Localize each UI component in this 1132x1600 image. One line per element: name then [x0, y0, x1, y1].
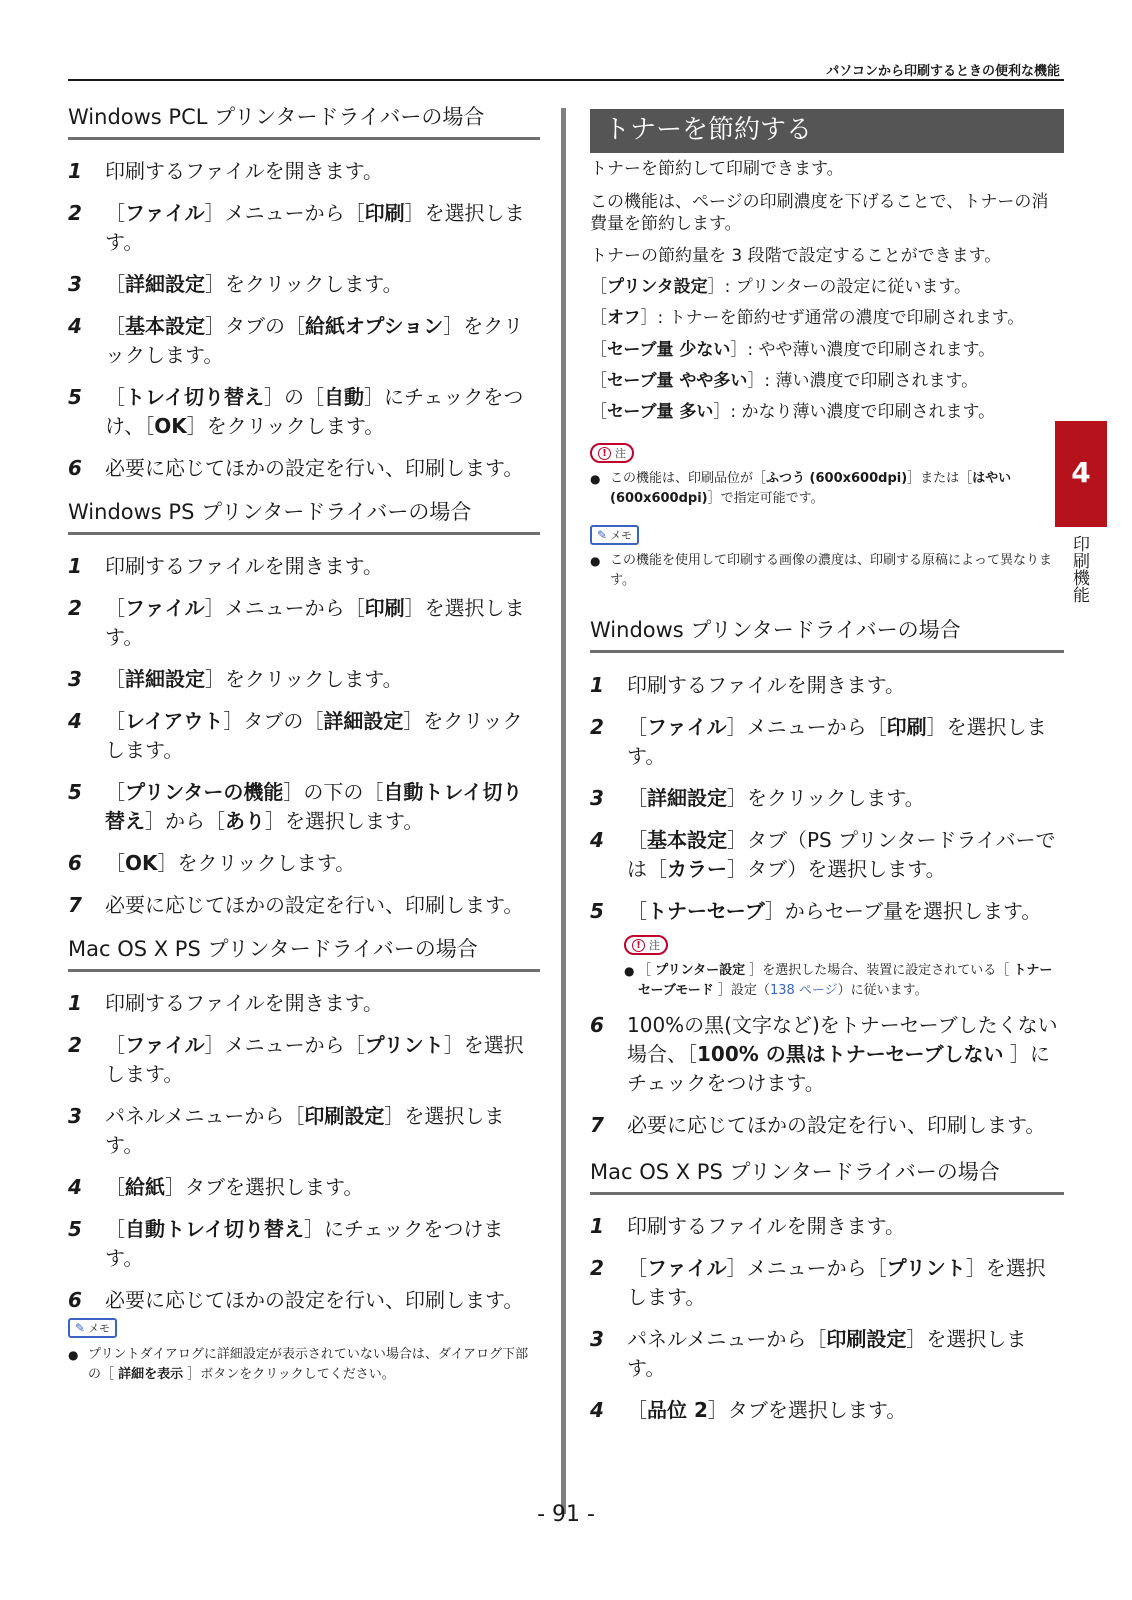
note-text	[610, 469, 1064, 509]
note-bullet	[624, 961, 1064, 1001]
step-number: 4	[68, 709, 82, 733]
step-text	[105, 552, 540, 581]
text-run: ］をクリックします。	[727, 786, 925, 810]
text-run: ］をクリックします。	[186, 414, 385, 438]
option-item	[590, 370, 1064, 392]
step-text	[627, 897, 1064, 926]
text-run: トナーセーブ	[647, 899, 765, 923]
text-run: セーブ量 多い	[607, 402, 714, 422]
text-run: ］を選択します。	[627, 715, 1047, 768]
section-title-windows: Windows プリンタードライバーの場合	[590, 614, 1064, 653]
text-run: ］を選択した場合、装置に設定されている［	[745, 963, 1014, 978]
step-text	[105, 665, 540, 694]
step-text	[105, 891, 540, 920]
text-run: 自動	[324, 385, 364, 409]
text-run: ［	[627, 1398, 647, 1422]
step-item	[590, 1325, 1064, 1383]
text-run: ］: やや薄い濃度で印刷されます。	[730, 340, 996, 360]
text-run: ［	[590, 308, 607, 328]
page-number: - 91 -	[537, 1502, 595, 1527]
step-item	[68, 989, 540, 1018]
text-run: セーブ量 やや多い	[607, 371, 748, 391]
text-run: ［	[627, 828, 647, 852]
step-text	[627, 1111, 1064, 1140]
text-run: トナーセーブモード	[638, 963, 1053, 998]
text-run: ］をクリックします。	[205, 272, 403, 296]
steps-mac-ps	[590, 1212, 1064, 1438]
step-text	[105, 1286, 540, 1315]
text-run: プリンター設定	[655, 963, 746, 978]
text-run: ］を選択します。	[265, 809, 424, 833]
exclamation-icon: !	[598, 447, 611, 460]
text-run: ファイル	[125, 201, 205, 225]
step-number: 3	[590, 1327, 604, 1351]
note-label: 注	[649, 939, 660, 952]
text-run: ファイル	[125, 1033, 205, 1057]
text-run: ［	[105, 709, 125, 733]
text-run: 印刷するファイルを開きます。	[105, 554, 383, 578]
steps-windows-pcl	[68, 157, 540, 496]
section-title-windows-pcl: Windows PCL プリンタードライバーの場合	[68, 101, 540, 140]
step-item	[68, 707, 540, 765]
step-number: 2	[590, 1256, 604, 1280]
intro-text-2: この機能は、ページの印刷濃度を下げることで、トナーの消費量を節約します。	[590, 192, 1049, 234]
text-run: パネルメニューから［	[105, 1104, 305, 1128]
pencil-icon: ✎	[597, 528, 608, 542]
step-item	[590, 671, 1064, 700]
step-text	[105, 989, 540, 1018]
step-item	[68, 594, 540, 652]
text-run: ［	[105, 596, 125, 620]
step-number: 4	[68, 1175, 82, 1199]
step-number: 6	[68, 851, 82, 875]
step-item	[68, 199, 540, 257]
step-number: 5	[590, 899, 604, 923]
text-run: 印刷	[364, 596, 405, 620]
text-run: プリント	[364, 1033, 444, 1057]
text-run: ］タブの［	[223, 709, 324, 733]
option-item	[590, 401, 1064, 423]
step-number: 5	[68, 385, 82, 409]
step-text	[105, 849, 540, 878]
text-run: ］をクリックします。	[205, 667, 403, 691]
text-run: 詳細設定	[647, 786, 727, 810]
step-number: 3	[68, 667, 82, 691]
text-run: 必要に応じてほかの設定を行い、印刷します。	[105, 1288, 524, 1312]
main-title: トナーを節約する	[590, 109, 1064, 153]
text-run: ］タブ）を選択します。	[727, 857, 946, 881]
step-text	[105, 1102, 540, 1160]
step-number: 2	[68, 1033, 82, 1057]
step-text	[627, 713, 1064, 771]
text-run: ］または［	[907, 471, 973, 486]
text-run: ［	[627, 899, 647, 923]
text-run: ［	[105, 1175, 125, 1199]
text-run: ］: トナーを節約せず通常の濃度で印刷されます。	[640, 308, 1025, 328]
step-item	[68, 1102, 540, 1160]
text-run: ］メニューから［	[726, 715, 887, 739]
memo-label: メモ	[610, 529, 633, 542]
text-run: ］からセーブ量を選択します。	[764, 899, 1042, 923]
text-run: ］タブの［	[205, 314, 305, 338]
step-text	[105, 383, 540, 441]
text-run: ［	[105, 1033, 125, 1057]
bullet-icon: ●	[590, 554, 601, 568]
step-number: 6	[68, 1288, 82, 1312]
text-run: あり	[225, 809, 265, 833]
text-run: プリンターの機能	[125, 780, 284, 804]
text-run: 必要に応じてほかの設定を行い、印刷します。	[627, 1113, 1046, 1137]
step-number: 1	[68, 159, 82, 183]
text-run: ［	[590, 340, 607, 360]
text-run: ［	[105, 314, 125, 338]
text-run: ］メニューから［	[204, 596, 365, 620]
page-link[interactable]: 138 ページ	[769, 983, 838, 998]
text-run: パネルメニューから［	[627, 1327, 827, 1351]
step-item	[590, 826, 1064, 884]
step-number: 4	[590, 1398, 604, 1422]
text-run: 印刷するファイルを開きます。	[105, 159, 383, 183]
text-run: ］にチェックをつけます。	[105, 1217, 504, 1270]
step-number: 1	[590, 1214, 604, 1238]
text-run: ［	[627, 786, 647, 810]
steps-windows	[590, 671, 1064, 939]
step-text	[105, 1031, 540, 1089]
memo-badge	[68, 1318, 117, 1338]
text-run: 自動トレイ切り替え	[125, 1217, 304, 1241]
chapter-tab-label: 印刷機能	[1069, 535, 1089, 603]
text-run: ］にチェックをつけ、［	[105, 385, 524, 438]
step-number: 1	[68, 554, 82, 578]
memo-label: メモ	[88, 1322, 111, 1335]
step-item	[590, 897, 1064, 926]
text-run: 給紙オプション	[305, 314, 444, 338]
text-run: 詳細設定	[323, 709, 404, 733]
step-number: 1	[590, 673, 604, 697]
step-number: 4	[68, 314, 82, 338]
text-run: ］タブを選択します。	[165, 1175, 364, 1199]
text-run: トレイ切り替え	[125, 385, 264, 409]
text-run: オフ	[607, 308, 641, 328]
step-item	[590, 784, 1064, 813]
text-run: はやい (600x600dpi)	[610, 471, 1012, 506]
step-item	[590, 713, 1064, 771]
intro-text-3: トナーの節約量を 3 段階で設定することができます。	[590, 246, 1002, 266]
text-run: 印刷するファイルを開きます。	[627, 673, 905, 697]
exclamation-icon: !	[632, 939, 645, 952]
text-run: 印刷するファイルを開きます。	[105, 991, 383, 1015]
step-number: 2	[68, 201, 82, 225]
step-text	[627, 1396, 1064, 1425]
text-run: ［	[105, 1217, 125, 1241]
text-run: ）に従います。	[837, 983, 928, 998]
step-text	[627, 826, 1064, 884]
text-run: ［	[105, 780, 125, 804]
text-run: 印刷	[886, 715, 927, 739]
step-item	[590, 1254, 1064, 1312]
note-bullet	[590, 469, 1064, 509]
text-run: ］をクリックします。	[157, 851, 356, 875]
step-item	[68, 891, 540, 920]
step-item	[68, 665, 540, 694]
text-run: 基本設定	[647, 828, 727, 852]
step-number: 7	[590, 1113, 604, 1137]
text-run: 100%の黒(文字など)をトナーセーブしたくない場合、［	[627, 1013, 1058, 1066]
option-item	[590, 307, 1064, 329]
step-number: 4	[590, 828, 604, 852]
note-label: 注	[615, 447, 626, 460]
step-item	[68, 1286, 540, 1315]
text-run: OK	[154, 414, 187, 438]
text-run: 印刷するファイルを開きます。	[627, 1214, 905, 1238]
memo-text	[88, 1345, 540, 1385]
step-item	[68, 1173, 540, 1202]
step-text	[105, 199, 540, 257]
running-header: パソコンから印刷するときの便利な機能	[826, 64, 1060, 79]
step-item	[590, 1011, 1064, 1098]
text-run: ］から［	[145, 809, 225, 833]
note-badge	[624, 935, 668, 955]
step-text	[105, 1215, 540, 1273]
step-text	[105, 157, 540, 186]
step-text	[105, 594, 540, 652]
bullet-icon: ●	[590, 472, 601, 486]
text-run: ］: プリンターの設定に従います。	[707, 277, 972, 297]
memo-bullet	[68, 1345, 540, 1385]
text-run: ］の［	[264, 385, 324, 409]
text-run: カラー	[667, 857, 727, 881]
intro-text-1: トナーを節約して印刷できます。	[590, 159, 844, 179]
memo-text: この機能を使用して印刷する画像の濃度は、印刷する原稿によって異なります。	[610, 553, 1053, 588]
step-text	[627, 784, 1064, 813]
step-item	[68, 1031, 540, 1089]
steps-windows-ps	[68, 552, 540, 933]
step-item	[590, 1212, 1064, 1241]
text-run: ］タブ（PS プリンタードライバーでは［	[627, 828, 1056, 881]
step-item	[68, 552, 540, 581]
text-run: ［	[638, 963, 656, 978]
text-run: 詳細設定	[125, 667, 205, 691]
column-divider	[561, 108, 566, 1514]
text-run: ］ボタンをクリックしてください。	[183, 1367, 395, 1382]
text-run: ］設定（	[713, 983, 770, 998]
text-run: ［	[105, 201, 125, 225]
text-run: ］を選択します。	[627, 1327, 1027, 1380]
text-run: ［	[627, 1256, 647, 1280]
step-text	[105, 270, 540, 299]
steps-windows-continued	[590, 1011, 1064, 1153]
text-run: 印刷設定	[304, 1104, 385, 1128]
step-number: 3	[68, 1104, 82, 1128]
text-run: ］メニューから［	[204, 1033, 365, 1057]
text-run: ］メニューから［	[726, 1256, 887, 1280]
step-number: 6	[68, 456, 82, 480]
text-run: ］を選択します。	[105, 1033, 524, 1086]
step-number: 5	[68, 1217, 82, 1241]
step-number: 5	[68, 780, 82, 804]
step-text	[105, 312, 540, 370]
section-title-mac-ps: Mac OS X PS プリンタードライバーの場合	[590, 1156, 1064, 1195]
text-run: ］をクリックします。	[105, 709, 523, 762]
step-item	[68, 849, 540, 878]
text-run: 印刷設定	[826, 1327, 907, 1351]
text-run: ］を選択します。	[105, 201, 525, 254]
text-run: ］: 薄い濃度で印刷されます。	[747, 371, 979, 391]
text-run: ふつう (600x600dpi)	[766, 471, 908, 486]
text-run: ］メニューから［	[204, 201, 365, 225]
step-number: 3	[68, 272, 82, 296]
step-number: 2	[590, 715, 604, 739]
pencil-icon: ✎	[75, 1321, 86, 1335]
text-run: 詳細設定	[125, 272, 205, 296]
text-run: ］の下の［	[283, 780, 384, 804]
option-item	[590, 276, 1064, 298]
text-run: 詳細を表示	[118, 1367, 184, 1382]
text-run: 基本設定	[125, 314, 205, 338]
text-run: ファイル	[647, 715, 727, 739]
text-run: ［	[627, 715, 647, 739]
option-item	[590, 339, 1064, 361]
step-number: 6	[590, 1013, 604, 1037]
step-item	[590, 1396, 1064, 1425]
step-item	[68, 312, 540, 370]
text-run: ［	[590, 277, 607, 297]
step-text	[627, 1325, 1064, 1383]
text-run: ファイル	[125, 596, 205, 620]
step-text	[627, 671, 1064, 700]
memo-bullet	[590, 551, 1064, 591]
step-number: 1	[68, 991, 82, 1015]
text-run: 印刷	[364, 201, 405, 225]
text-run: 必要に応じてほかの設定を行い、印刷します。	[105, 456, 524, 480]
note-text	[638, 961, 1064, 1001]
text-run: ］を選択します。	[627, 1256, 1046, 1309]
step-number: 7	[68, 893, 82, 917]
text-run: ［	[105, 667, 125, 691]
text-run: この機能は、印刷品位が［	[610, 471, 767, 486]
text-run: 自動トレイ切り替え	[105, 780, 523, 833]
text-run: ］で指定可能です。	[707, 491, 824, 506]
text-run: ［	[590, 402, 607, 422]
memo-badge	[590, 525, 639, 545]
text-run: ］を選択します。	[105, 596, 525, 649]
text-run: 品位 2	[647, 1398, 708, 1422]
step-text	[105, 707, 540, 765]
step-item	[68, 270, 540, 299]
header-rule	[68, 79, 1064, 81]
text-run: プリント	[886, 1256, 966, 1280]
step-item	[68, 157, 540, 186]
section-title-mac-ps: Mac OS X PS プリンタードライバーの場合	[68, 933, 540, 972]
bullet-icon: ●	[624, 964, 635, 978]
step-text	[105, 778, 540, 836]
text-run: ［	[105, 851, 125, 875]
step-item	[590, 1111, 1064, 1140]
step-number: 3	[590, 786, 604, 810]
note-badge	[590, 443, 634, 463]
step-item	[68, 383, 540, 441]
text-run: ］にチェックをつけます。	[627, 1042, 1050, 1095]
text-run: ファイル	[647, 1256, 727, 1280]
text-run: ］: かなり薄い濃度で印刷されます。	[713, 402, 996, 422]
step-number: 2	[68, 596, 82, 620]
steps-mac-ps	[68, 989, 540, 1328]
text-run: ］をクリックします。	[105, 314, 524, 367]
step-text	[627, 1254, 1064, 1312]
text-run: ］を選択します。	[105, 1104, 505, 1157]
text-run: プリントダイアログに詳細設定が表示されていない場合は、ダイアログ下部の［	[88, 1347, 529, 1382]
step-text	[105, 1173, 540, 1202]
text-run: ［	[105, 385, 125, 409]
text-run: プリンタ設定	[607, 277, 708, 297]
step-text	[627, 1011, 1064, 1098]
step-text	[105, 454, 540, 483]
step-item	[68, 1215, 540, 1273]
bullet-icon: ●	[68, 1348, 79, 1362]
step-item	[68, 454, 540, 483]
text-run: ［	[105, 272, 125, 296]
step-text	[627, 1212, 1064, 1241]
text-run: 必要に応じてほかの設定を行い、印刷します。	[105, 893, 524, 917]
text-run: ］タブを選択します。	[707, 1398, 907, 1422]
text-run: レイアウト	[125, 709, 224, 733]
text-run: セーブ量 少ない	[607, 340, 731, 360]
chapter-tab[interactable]: 4	[1055, 421, 1107, 527]
text-run: OK	[125, 851, 158, 875]
step-item	[68, 778, 540, 836]
text-run: 給紙	[125, 1175, 165, 1199]
text-run: ［	[590, 371, 607, 391]
section-title-windows-ps: Windows PS プリンタードライバーの場合	[68, 496, 540, 535]
text-run: 100% の黒はトナーセーブしない	[697, 1042, 1004, 1066]
